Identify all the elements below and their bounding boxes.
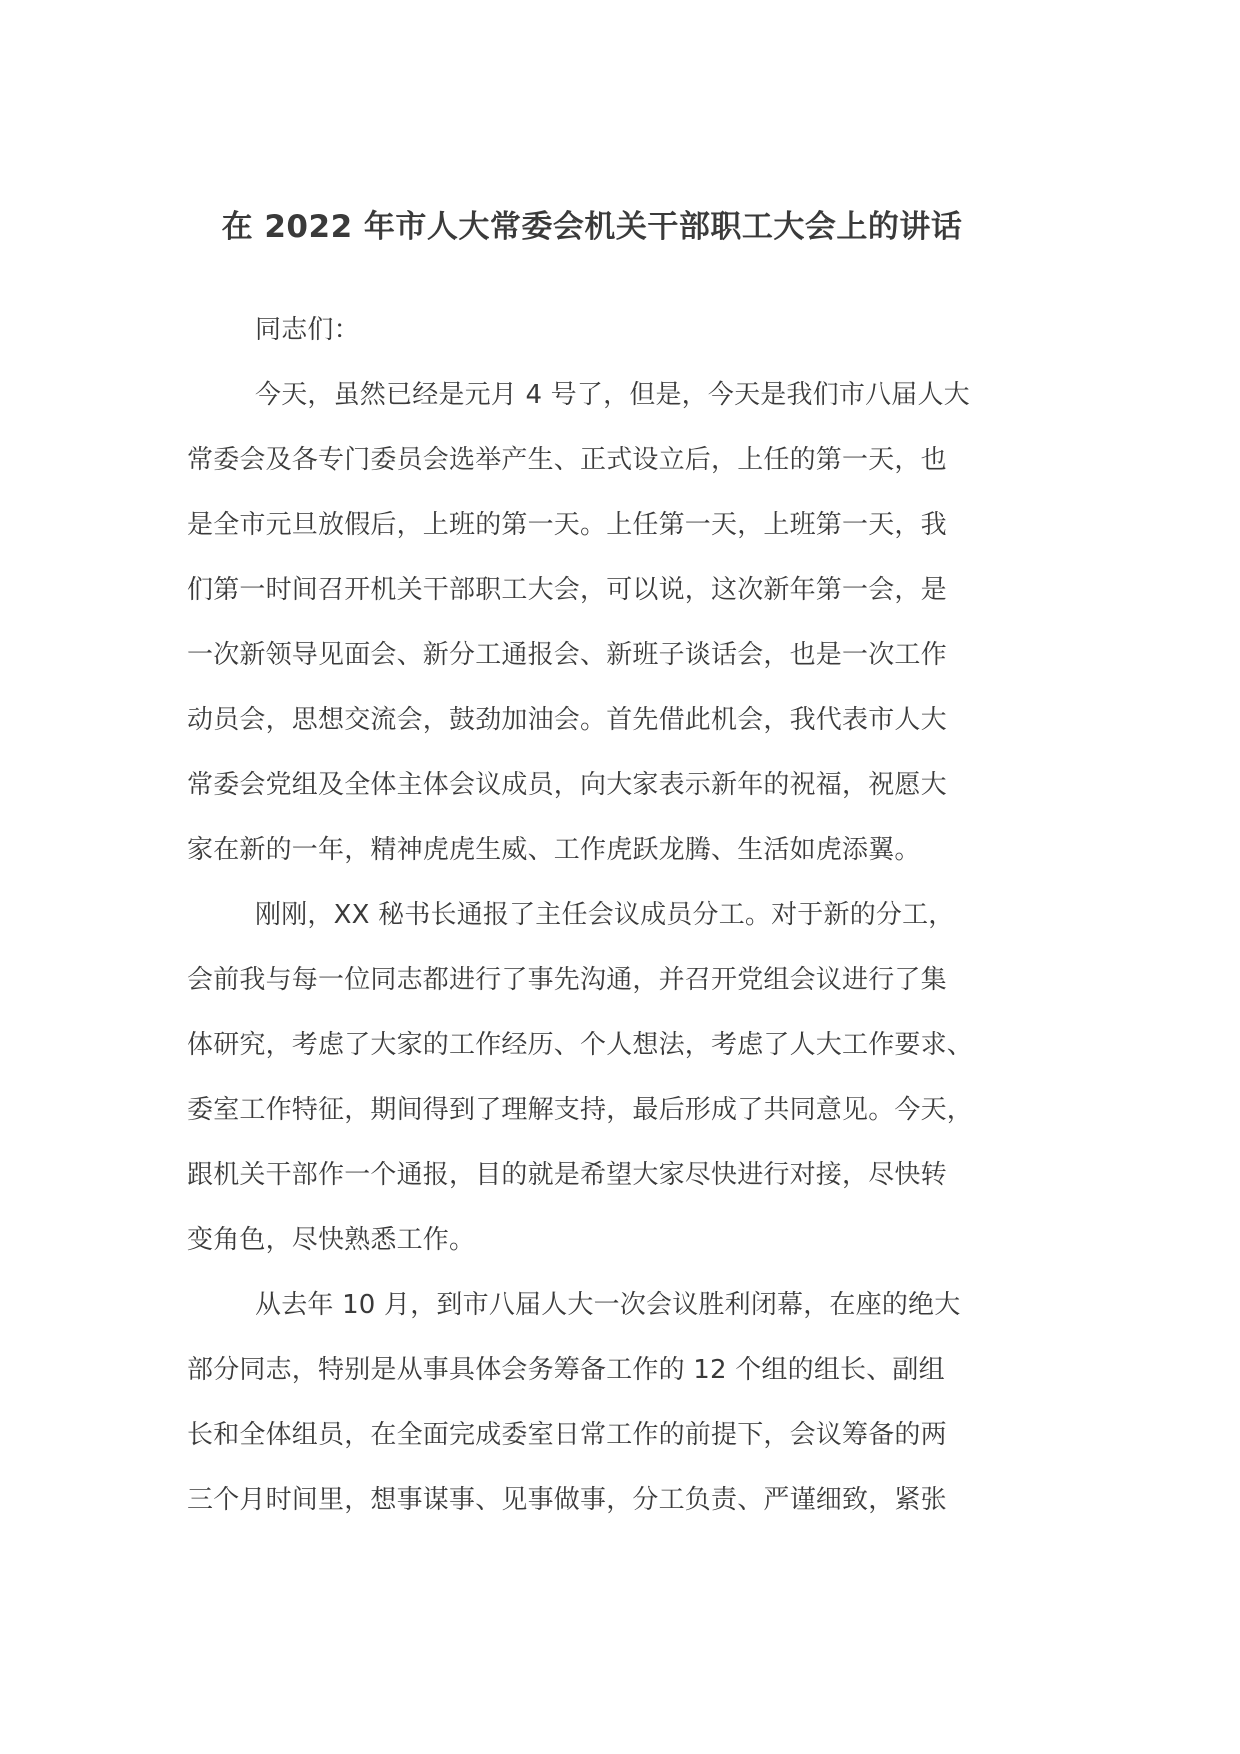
text-line: 是全市元旦放假后，上班的第一天。上任第一天，上班第一天，我 xyxy=(187,510,947,540)
paragraph-1 xyxy=(187,363,1067,883)
document-body xyxy=(187,298,1067,1533)
text-line: 常委会及各专门委员会选举产生、正式设立后，上任的第一天，也 xyxy=(187,445,947,475)
document-page xyxy=(187,0,1067,1754)
text-line: 变角色，尽快熟悉工作。 xyxy=(187,1225,476,1255)
paragraph-2 xyxy=(187,883,1067,1273)
text-line: 今天，虽然已经是元月 4 号了，但是，今天是我们市八届人大 xyxy=(255,380,970,410)
text-line: 跟机关干部作一个通报，目的就是希望大家尽快进行对接，尽快转 xyxy=(187,1160,947,1190)
text-line: 动员会，思想交流会，鼓劲加油会。首先借此机会，我代表市人大 xyxy=(187,705,947,735)
text-line: 刚刚，XX 秘书长通报了主任会议成员分工。对于新的分工， xyxy=(255,900,955,930)
text-line: 家在新的一年，精神虎虎生威、工作虎跃龙腾、生活如虎添翼。 xyxy=(187,835,921,865)
text-line: 会前我与每一位同志都进行了事先沟通，并召开党组会议进行了集 xyxy=(187,965,947,995)
text-line: 从去年 10 月，到市八届人大一次会议胜利闭幕，在座的绝大 xyxy=(255,1290,961,1320)
text-line: 们第一时间召开机关干部职工大会，可以说，这次新年第一会，是 xyxy=(187,575,947,605)
text-line: 三个月时间里，想事谋事、见事做事，分工负责、严谨细致，紧张 xyxy=(187,1485,947,1515)
text-line: 体研究，考虑了大家的工作经历、个人想法，考虑了人大工作要求、 xyxy=(187,1030,974,1060)
text-line: 常委会党组及全体主体会议成员，向大家表示新年的祝福，祝愿大 xyxy=(187,770,947,800)
document-title: 在 2022 年市人大常委会机关干部职工大会上的讲话 xyxy=(221,209,963,245)
salutation: 同志们： xyxy=(255,315,360,345)
text-line: 委室工作特征，期间得到了理解支持，最后形成了共同意见。今天， xyxy=(187,1095,974,1125)
paragraph-3 xyxy=(187,1273,1067,1533)
text-line: 部分同志，特别是从事具体会务筹备工作的 12 个组的组长、副组 xyxy=(187,1355,945,1385)
text-line: 一次新领导见面会、新分工通报会、新班子谈话会，也是一次工作 xyxy=(187,640,947,670)
text-line: 长和全体组员，在全面完成委室日常工作的前提下，会议筹备的两 xyxy=(187,1420,947,1450)
